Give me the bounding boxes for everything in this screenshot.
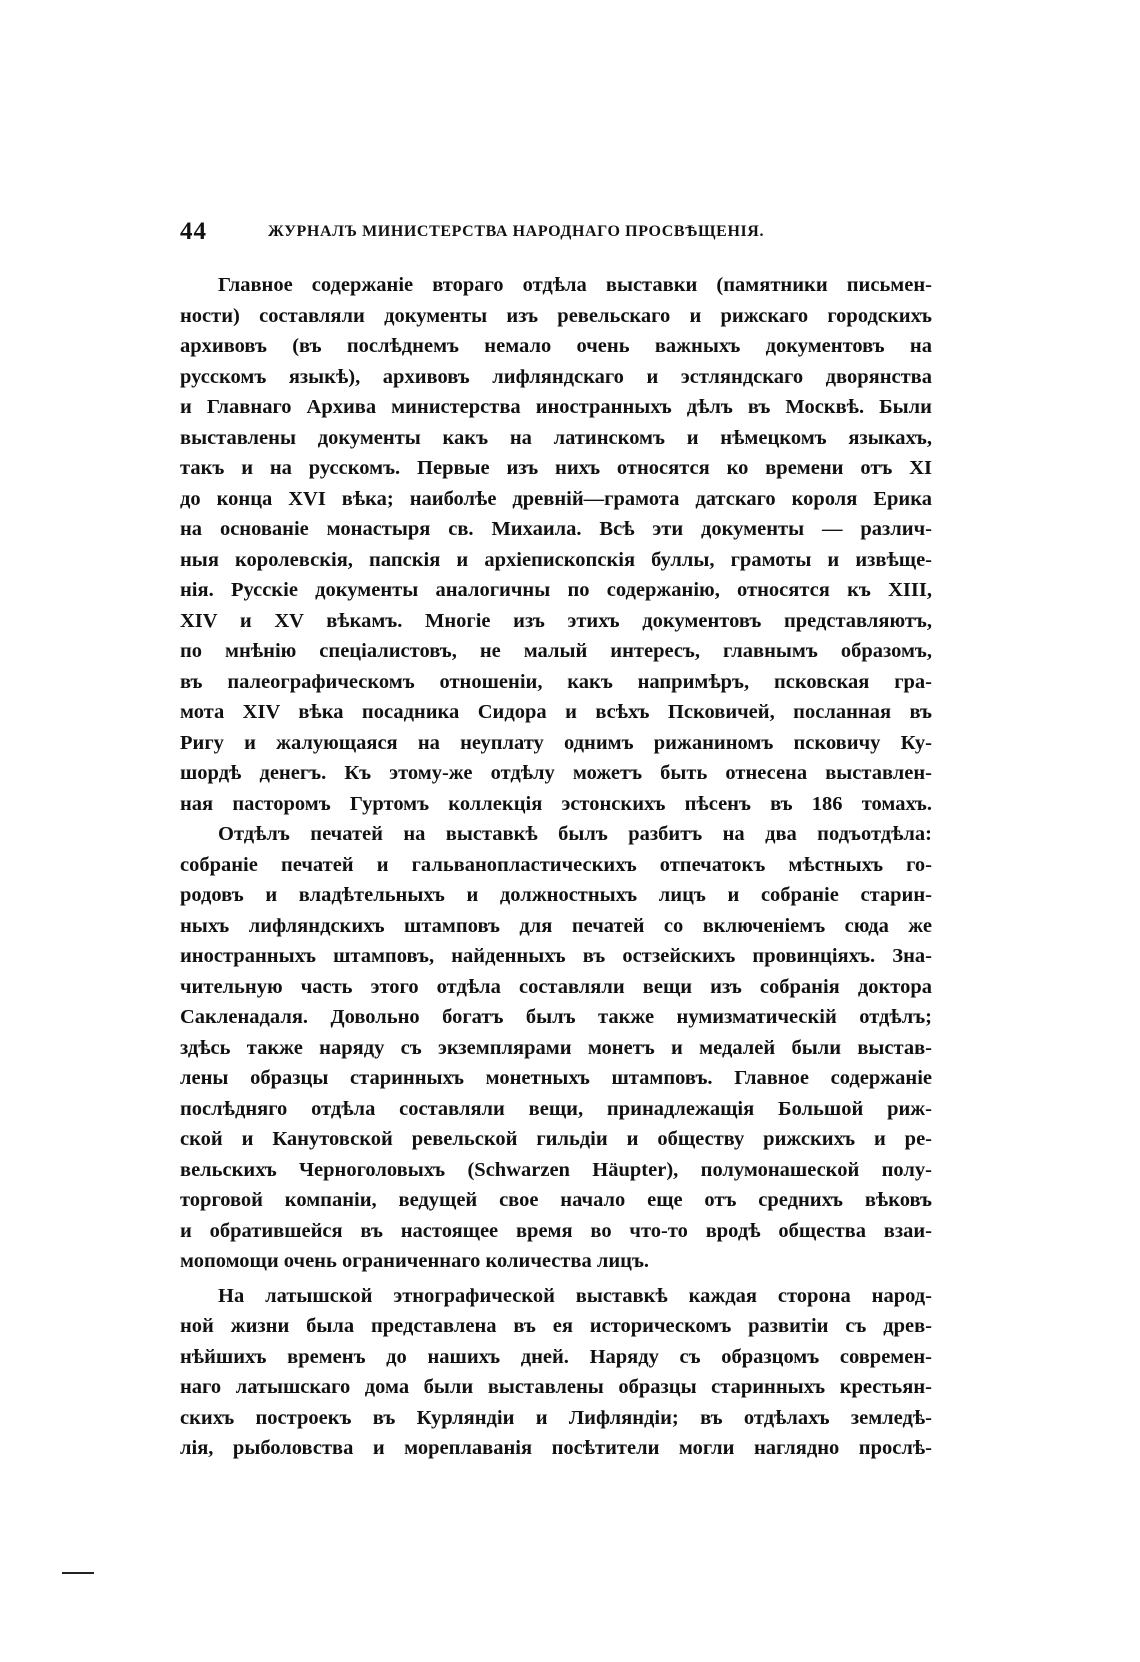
text-line: здѣсь также наряду съ экземплярами монетъ и медалей были выстав- <box>180 1036 932 1059</box>
text-line: ныхъ лифляндскихъ штамповъ для печатей со включеніемъ сюда же <box>180 914 932 937</box>
paragraph-1 <box>180 270 932 819</box>
text-line: Отдѣлъ печатей на выставкѣ былъ разбитъ на два подъотдѣла: <box>218 823 932 845</box>
paragraph-2 <box>180 819 932 1277</box>
text-line: ныя королевскія, папскія и архіепископскія буллы, грамоты и извѣще- <box>180 548 932 571</box>
text-line: ской и Канутовской ревельской гильдіи и обществу рижскихъ и ре- <box>180 1128 932 1150</box>
text-line: по мнѣнію спеціалистовъ, не малый интересъ, главнымъ образомъ, <box>180 640 932 662</box>
text-line: лія, рыболовства и мореплаванія посѣтители могли наглядно прослѣ- <box>180 1437 932 1459</box>
text-line: послѣдняго отдѣла составляли вещи, принадлежащія Большой риж- <box>180 1097 932 1120</box>
page-number: 44 <box>180 218 207 245</box>
text-line: на основаніе монастыря св. Михаила. Всѣ эти документы — различ- <box>180 518 932 540</box>
text-line: наго латышскаго дома были выставлены образцы старинныхъ крестьян- <box>180 1376 932 1398</box>
page-header <box>180 218 932 252</box>
running-title: ЖУРНАЛЪ МИНИСТЕРСТВА НАРОДНАГО ПРОСВѢЩЕНІЯ. <box>268 223 765 240</box>
text-line: скихъ построекъ въ Курляндіи и Лифляндіи; въ отдѣлахъ земледѣ- <box>180 1406 932 1429</box>
text-line: ной жизни была представлена въ ея историческомъ развитіи съ древ- <box>180 1315 932 1337</box>
text-line: Ригу и жалующаяся на неуплату однимъ рижаниномъ псковичу Ку- <box>180 731 932 754</box>
text-line: родовъ и владѣтельныхъ и должностныхъ лицъ и собраніе старин- <box>180 884 932 906</box>
text-line: и обратившейся въ настоящее время во что-то вродѣ общества взаи- <box>180 1219 932 1242</box>
text-line: архивовъ (въ послѣднемъ немало очень важныхъ документовъ на <box>180 335 932 357</box>
text-line: шордѣ денегъ. Къ этому-же отдѣлу можетъ быть отнесена выставлен- <box>180 762 932 784</box>
body-text <box>180 270 932 1464</box>
text-line: ности) составляли документы изъ ревельскаго и рижскаго городскихъ <box>180 304 932 327</box>
text-line: выставлены документы какъ на латинскомъ и нѣмецкомъ языкахъ, <box>180 426 932 449</box>
text-line: иностранныхъ штамповъ, найденныхъ въ остзейскихъ провинціяхъ. Зна- <box>180 945 932 967</box>
text-line: въ палеографическомъ отношеніи, какъ напримѣръ, псковская гра- <box>180 670 932 693</box>
text-line: нѣйшихъ временъ до нашихъ дней. Наряду съ образцомъ современ- <box>180 1345 932 1368</box>
text-line: Главное содержаніе втораго отдѣла выставки (памятники письмен- <box>218 274 932 296</box>
text-line: и Главнаго Архива министерства иностранныхъ дѣлъ въ Москвѣ. Были <box>180 396 932 418</box>
text-line: торговой компаніи, ведущей свое начало еще отъ среднихъ вѣковъ <box>180 1189 932 1211</box>
text-line: ная пасторомъ Гуртомъ коллекція эстонскихъ пѣсенъ въ 186 томахъ. <box>180 792 932 815</box>
text-line: до конца XVI вѣка; наиболѣе древній—грамота датскаго короля Ерика <box>180 487 932 510</box>
text-line: вельскихъ Черноголовыхъ (Schwarzen Häupter), полумонашеской полу- <box>180 1158 932 1181</box>
text-line: XIV и XV вѣкамъ. Многіе изъ этихъ документовъ представляютъ, <box>180 609 932 632</box>
text-line: На латышской этнографической выставкѣ каждая сторона народ- <box>218 1284 932 1307</box>
text-line: Сакленадаля. Довольно богатъ былъ также нумизматическій отдѣлъ; <box>180 1006 932 1028</box>
text-line: такъ и на русскомъ. Первые изъ нихъ относятся ко времени отъ XI <box>180 457 932 479</box>
text-line: нія. Русскіе документы аналогичны по содержанію, относятся къ XIII, <box>180 579 932 601</box>
paragraph-3 <box>180 1281 932 1464</box>
text-line: мота XIV вѣка посадника Сидора и всѣхъ Псковичей, посланная въ <box>180 701 932 723</box>
text-line: мопомощи очень ограниченнаго количества лицъ. <box>180 1250 650 1272</box>
margin-rule <box>62 1572 94 1574</box>
text-line: собраніе печатей и гальванопластическихъ отпечатокъ мѣстныхъ го- <box>180 853 932 876</box>
text-line: чительную часть этого отдѣла составляли вещи изъ собранія доктора <box>180 975 932 998</box>
text-line: русскомъ языкѣ), архивовъ лифляндскаго и эстляндскаго дворянства <box>180 365 932 388</box>
text-line: лены образцы старинныхъ монетныхъ штамповъ. Главное содержаніе <box>180 1067 932 1089</box>
